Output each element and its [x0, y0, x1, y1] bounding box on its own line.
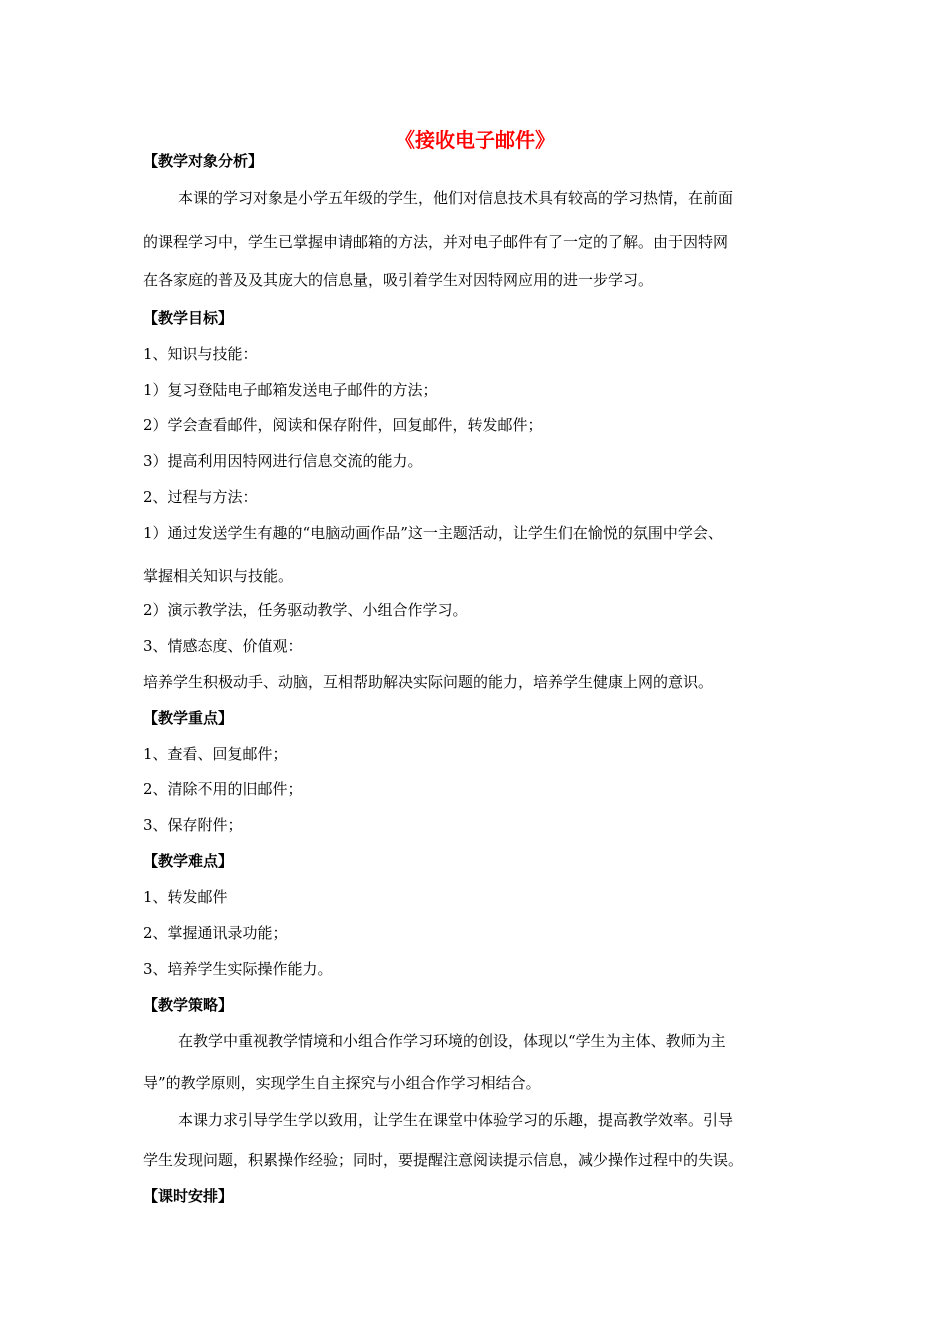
- list-item: 1、查看、回复邮件；: [143, 745, 288, 763]
- list-item: 3、培养学生实际操作能力。: [143, 960, 333, 978]
- paragraph-line: 在教学中重视教学情境和小组合作学习环境的创设，体现以“学生为主体、教师为主: [178, 1032, 726, 1050]
- list-item: 2、掌握通讯录功能；: [143, 924, 288, 942]
- list-item: 2、清除不用的旧邮件；: [143, 780, 303, 798]
- list-item: 2）学会查看邮件，阅读和保存附件，回复邮件，转发邮件；: [143, 416, 543, 434]
- section-heading-difficulties: 【教学难点】: [143, 852, 234, 870]
- paragraph-line: 学生发现问题，积累操作经验；同时，要提醒注意阅读提示信息，减少操作过程中的失误。: [143, 1151, 744, 1169]
- list-item: 2）演示教学法，任务驱动教学、小组合作学习。: [143, 601, 468, 619]
- paragraph-line: 本课的学习对象是小学五年级的学生，他们对信息技术具有较高的学习热情，在前面: [178, 189, 734, 207]
- list-item: 培养学生积极动手、动脑，互相帮助解决实际问题的能力，培养学生健康上网的意识。: [143, 673, 714, 691]
- list-item: 1）通过发送学生有趣的“电脑动画作品”这一主题活动，让学生们在愉悦的氛围中学会、: [143, 524, 723, 542]
- list-item: 3、情感态度、价值观：: [143, 637, 303, 655]
- list-item: 1）复习登陆电子邮箱发送电子邮件的方法；: [143, 381, 438, 399]
- section-heading-objectives: 【教学目标】: [143, 309, 234, 327]
- document-title: 《接收电子邮件》: [395, 128, 555, 152]
- paragraph-line: 在各家庭的普及及其庞大的信息量，吸引着学生对因特网应用的进一步学习。: [143, 271, 654, 289]
- list-item: 掌握相关知识与技能。: [143, 567, 294, 585]
- list-item: 1、转发邮件: [143, 888, 228, 906]
- list-item: 1、知识与技能：: [143, 345, 258, 363]
- list-item: 3）提高利用因特网进行信息交流的能力。: [143, 452, 423, 470]
- list-item: 3、保存附件；: [143, 816, 243, 834]
- section-heading-key-points: 【教学重点】: [143, 709, 234, 727]
- section-heading-learner-analysis: 【教学对象分析】: [143, 152, 264, 170]
- section-heading-strategy: 【教学策略】: [143, 996, 234, 1014]
- paragraph-line: 的课程学习中，学生已掌握申请邮箱的方法，并对电子邮件有了一定的了解。由于因特网: [143, 233, 729, 251]
- paragraph-line: 本课力求引导学生学以致用，让学生在课堂中体验学习的乐趣，提高教学效率。引导: [178, 1111, 734, 1129]
- section-heading-schedule: 【课时安排】: [143, 1187, 234, 1205]
- list-item: 2、过程与方法：: [143, 488, 258, 506]
- paragraph-line: 导”的教学原则，实现学生自主探究与小组合作学习相结合。: [143, 1074, 541, 1092]
